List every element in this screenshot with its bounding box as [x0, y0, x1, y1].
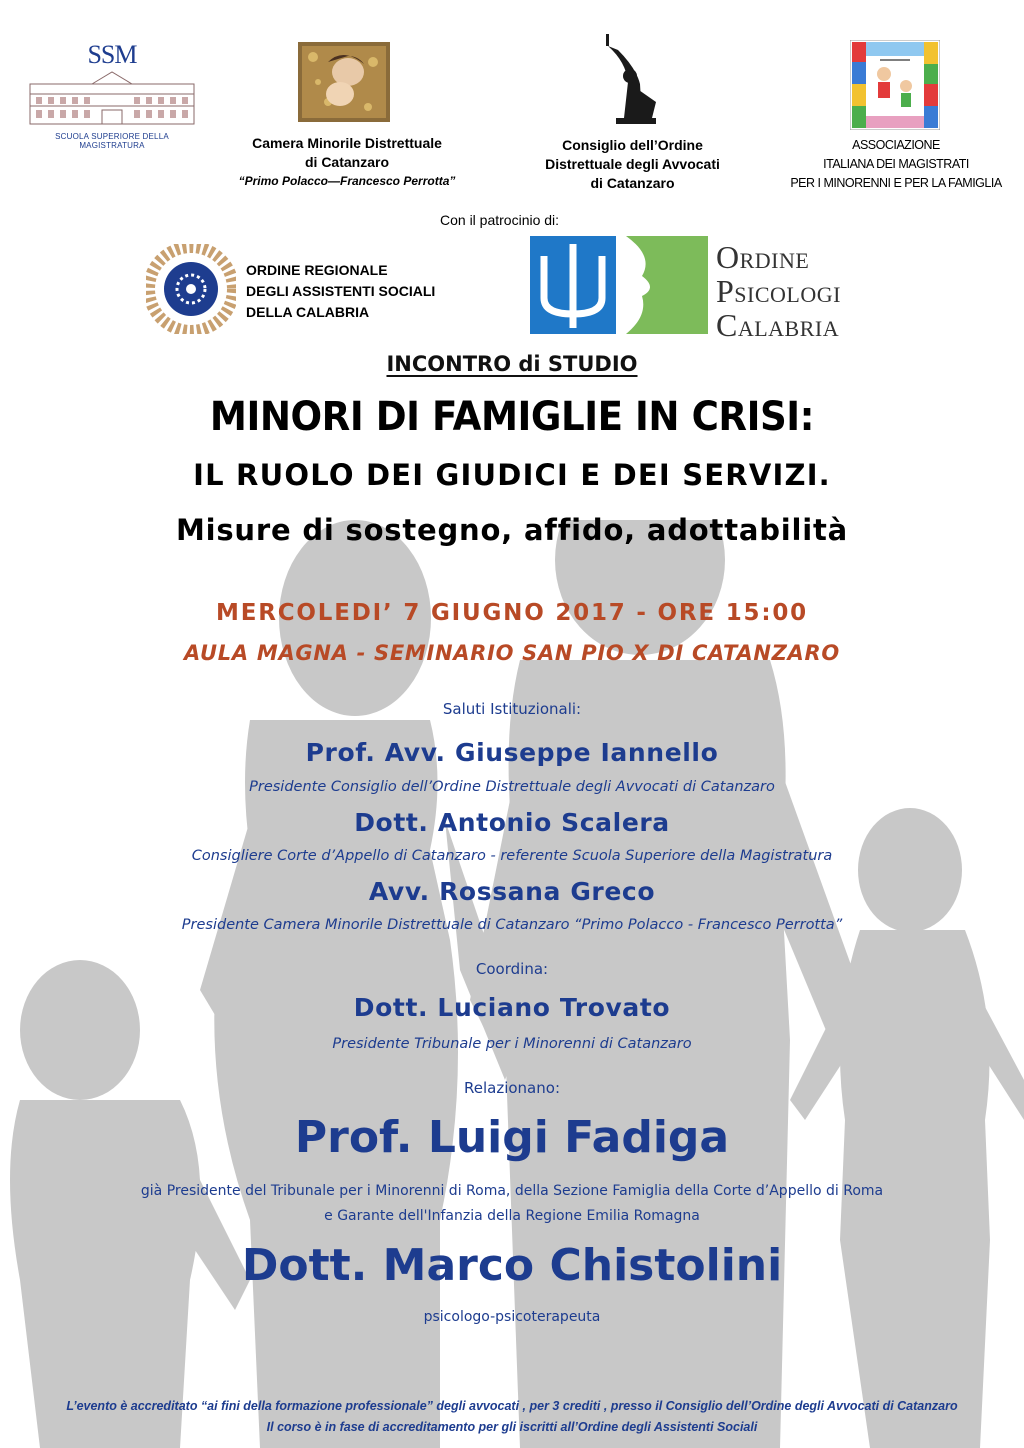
speaker-scalera-name: Dott. Antonio Scalera [354, 808, 670, 837]
coordina-label: Coordina: [475, 960, 549, 978]
speaker-fadiga-role-line2: e Garante dell'Infanzia della Regione Emilia Romagna [324, 1208, 700, 1224]
opc-logo-icon [530, 236, 708, 334]
speaker-scalera-role: Consigliere Corte d’Appello di Catanzaro - referente Scuola Superiore della Magistratura [191, 848, 833, 864]
associazione-line1: ASSOCIAZIONE [852, 138, 940, 152]
consiglio-line3: di Catanzaro [590, 175, 675, 191]
camera-minorile-label [222, 134, 472, 191]
event-title-sub1: IL RUOLO DEI GIUDICI E DEI SERVIZI. [193, 458, 831, 492]
speaker-trovato-role: Presidente Tribunale per i Minorenni di Catanzaro [332, 1036, 692, 1052]
event-date: MERCOLEDI’ 7 GIUGNO 2017 - ORE 15:00 [216, 600, 808, 626]
associazione-line3: PER I MINORENNI E PER LA FAMIGLIA [790, 176, 1002, 190]
speaker-fadiga-role-line1: già Presidente del Tribunale per i Minorenni di Roma, della Sezione Famiglia della Corte d’Appello di Roma [140, 1183, 884, 1199]
event-kind: INCONTRO di STUDIO [386, 352, 638, 376]
speaker-greco-role: Presidente Camera Minorile Distrettuale di Catanzaro “Primo Polacco - Francesco Perrotta” [181, 917, 843, 933]
consiglio-line2: Distrettuale degli Avvocati [545, 156, 720, 172]
opc-line3-text: Calabria [716, 307, 840, 343]
saluti-label: Saluti Istituzionali: [442, 700, 582, 718]
speaker-chistolini-name: Dott. Marco Chistolini [241, 1240, 783, 1291]
consiglio-ordine-label [520, 136, 745, 193]
event-venue: AULA MAGNA - SEMINARIO SAN PIO X DI CATANZARO [184, 641, 840, 665]
oras-line3: DELLA CALABRIA [246, 304, 370, 320]
event-title-sub2: Misure di sostegno, affido, adottabilità [175, 513, 849, 547]
speaker-fadiga-role [0, 1179, 1024, 1229]
opc-line2 [716, 274, 841, 308]
patronage-label: Con il patrocinio di: [440, 212, 560, 228]
speaker-iannello-role: Presidente Consiglio dell’Ordine Distrettuale degli Avvocati di Catanzaro [249, 779, 775, 795]
ssm-subtitle: SCUOLA SUPERIORE DELLA MAGISTRATURA [55, 132, 169, 150]
camera-line3: “Primo Polacco—Francesco Perrotta” [238, 174, 456, 188]
ssm-logo [22, 40, 202, 150]
relazionano-label: Relazionano: [464, 1079, 560, 1097]
associazione-label [776, 136, 1016, 193]
consiglio-line1: Consiglio dell’Ordine [562, 137, 703, 153]
opc-line1 [716, 240, 841, 274]
speaker-fadiga-name: Prof. Luigi Fadiga [294, 1112, 730, 1163]
footer-accreditation-line2: Il corso è in fase di accreditamento per gli iscritti all’Ordine degli Assistenti Sociali [266, 1420, 758, 1434]
ssm-building-icon [22, 70, 202, 128]
aimmf-logo-icon [850, 40, 940, 130]
oras-line2: DEGLI ASSISTENTI SOCIALI [246, 283, 436, 299]
statue-logo-icon [596, 32, 670, 128]
oras-line1: ORDINE REGIONALE [246, 262, 388, 278]
associazione-line2: ITALIANA DEI MAGISTRATI [823, 157, 969, 171]
ssm-logo-letters: SSM [87, 40, 137, 69]
event-title-main: MINORI DI FAMIGLIE IN CRISI: [209, 394, 815, 440]
speaker-chistolini-role: psicologo-psicoterapeuta [423, 1309, 601, 1325]
opc-line2-text: Psicologi [716, 273, 841, 309]
speaker-greco-name: Avv. Rossana Greco [368, 877, 656, 906]
opc-line3 [716, 308, 841, 342]
opc-line1-text: Ordine [716, 239, 810, 275]
camera-line1: Camera Minorile Distrettuale [252, 135, 442, 151]
oras-logo-icon [146, 244, 236, 334]
opc-label [716, 240, 841, 342]
camera-line2: di Catanzaro [304, 154, 389, 170]
oras-label [246, 260, 435, 323]
speaker-trovato-name: Dott. Luciano Trovato [353, 993, 671, 1022]
speaker-iannello-name: Prof. Avv. Giuseppe Iannello [305, 738, 719, 767]
klimt-painting-image [298, 42, 390, 122]
footer-accreditation-line1: L’evento è accreditato “ai fini della formazione professionale” degli avvocati , per 3 crediti , presso il Consiglio dell’Ordine degli Avvocati di Catanzaro [66, 1399, 958, 1413]
